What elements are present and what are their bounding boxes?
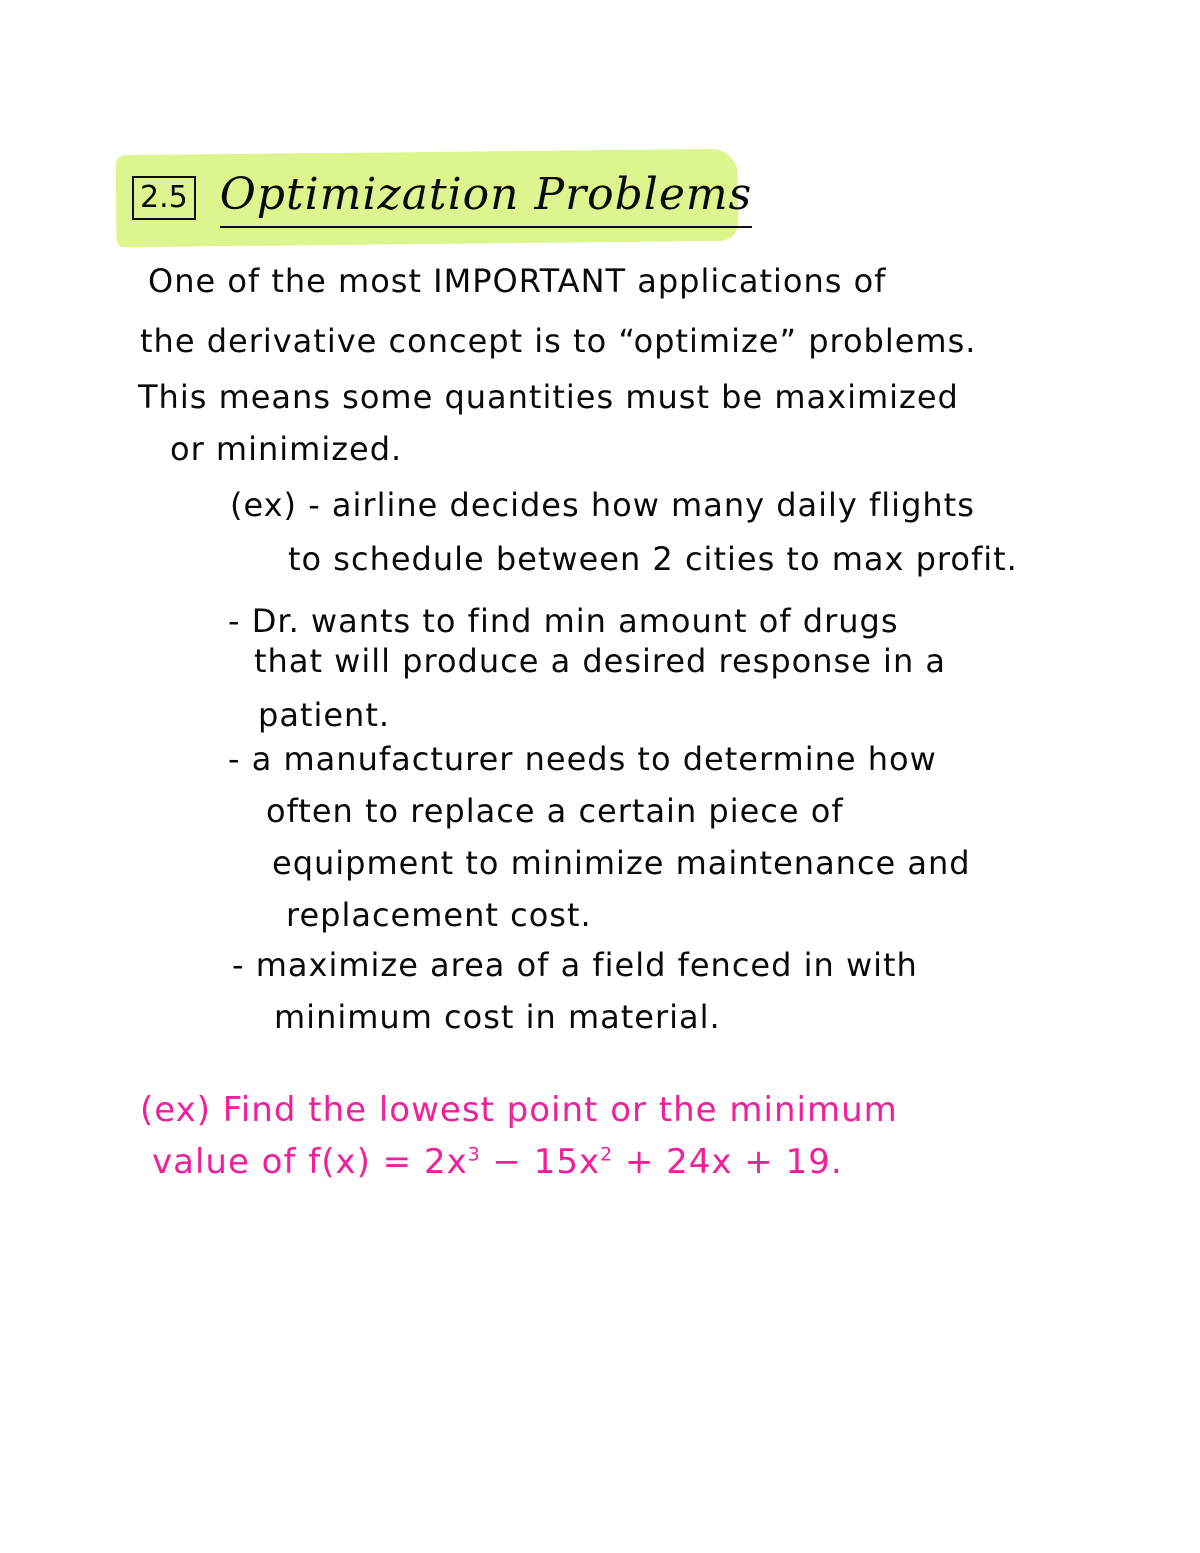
- example-line-6: - a manufacturer needs to determine how: [228, 740, 937, 778]
- page-title: Optimization Problems: [220, 169, 752, 228]
- example-line-4: that will produce a desired response in a: [254, 642, 946, 680]
- example-line-8: equipment to minimize maintenance and: [272, 844, 971, 882]
- example-line-9: replacement cost.: [286, 896, 592, 934]
- example-line-2: to schedule between 2 cities to max profit.: [288, 540, 1018, 578]
- example-line-10: - maximize area of a field fenced in with: [232, 946, 918, 984]
- example-line-11: minimum cost in material.: [274, 998, 721, 1036]
- intro-line-4: or minimized.: [170, 430, 403, 468]
- exponent-3: 3: [467, 1144, 481, 1166]
- problem-line-2: [152, 1142, 843, 1182]
- intro-line-2: the derivative concept is to “optimize” problems.: [140, 322, 977, 360]
- title-row: [132, 166, 752, 230]
- example-line-3: - Dr. wants to find min amount of drugs: [228, 602, 899, 640]
- exponent-2: 2: [600, 1144, 614, 1166]
- example-line-7: often to replace a certain piece of: [266, 792, 844, 830]
- intro-line-1: One of the most IMPORTANT applications of: [148, 262, 887, 300]
- example-line-1: (ex) - airline decides how many daily flights: [230, 486, 975, 524]
- problem-line-1: (ex) Find the lowest point or the minimum: [140, 1090, 898, 1130]
- problem-suffix: + 24x + 19.: [613, 1142, 843, 1182]
- example-line-5: patient.: [258, 696, 391, 734]
- intro-line-3: This means some quantities must be maximized: [138, 378, 959, 416]
- problem-mid: − 15x: [480, 1142, 601, 1182]
- problem-prefix: value of f(x) = 2x: [152, 1142, 468, 1182]
- section-number: 2.5: [132, 176, 196, 220]
